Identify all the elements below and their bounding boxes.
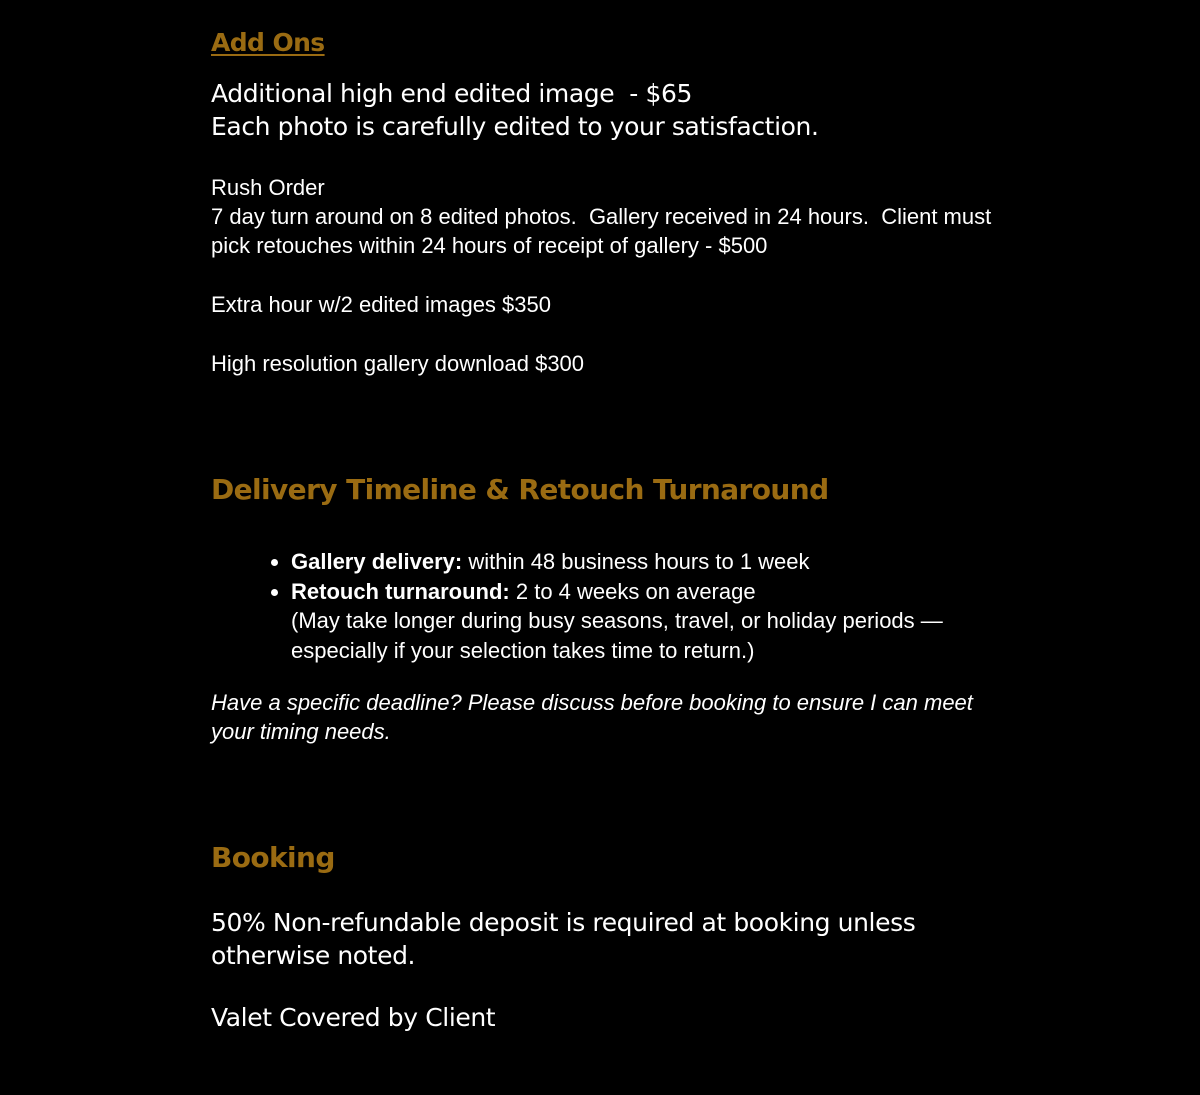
list-item <box>291 547 1021 577</box>
high-end-image-addon <box>211 77 991 143</box>
retouch-turnaround-text: 2 to 4 weeks on average <box>509 578 756 604</box>
list-item <box>291 577 1021 666</box>
high-end-image-price: Additional high end edited image - $65 <box>211 79 692 108</box>
retouch-turnaround-note: (May take longer during busy seasons, travel, or holiday periods — especially if your selection takes time to return.) <box>291 608 943 663</box>
rush-order-description: 7 day turn around on 8 edited photos. Gallery received in 24 hours. Client must pick retouches within 24 hours of receipt of gallery - $500 <box>211 204 998 258</box>
high-resolution-addon: High resolution gallery download $300 <box>211 351 585 376</box>
rush-order-addon <box>211 173 1001 260</box>
retouch-turnaround-label: Retouch turnaround: <box>291 578 510 604</box>
deposit-policy: 50% Non-refundable deposit is required at booking unless otherwise noted. <box>211 908 916 970</box>
delivery-list <box>269 547 1021 665</box>
booking-heading: Booking <box>211 841 335 874</box>
extra-hour-addon: Extra hour w/2 edited images $350 <box>211 292 551 317</box>
delivery-heading: Delivery Timeline & Retouch Turnaround <box>211 473 829 506</box>
add-ons-heading: Add Ons <box>211 28 325 57</box>
valet-note: Valet Covered by Client <box>211 1003 496 1032</box>
gallery-delivery-label: Gallery delivery: <box>291 549 463 574</box>
gallery-delivery-text: within 48 business hours to 1 week <box>462 549 810 574</box>
high-end-image-description: Each photo is carefully edited to your satisfaction. <box>211 112 819 141</box>
deadline-note: Have a specific deadline? Please discuss before booking to ensure I can meet your timing needs. <box>211 690 973 744</box>
rush-order-title: Rush Order <box>211 175 325 200</box>
